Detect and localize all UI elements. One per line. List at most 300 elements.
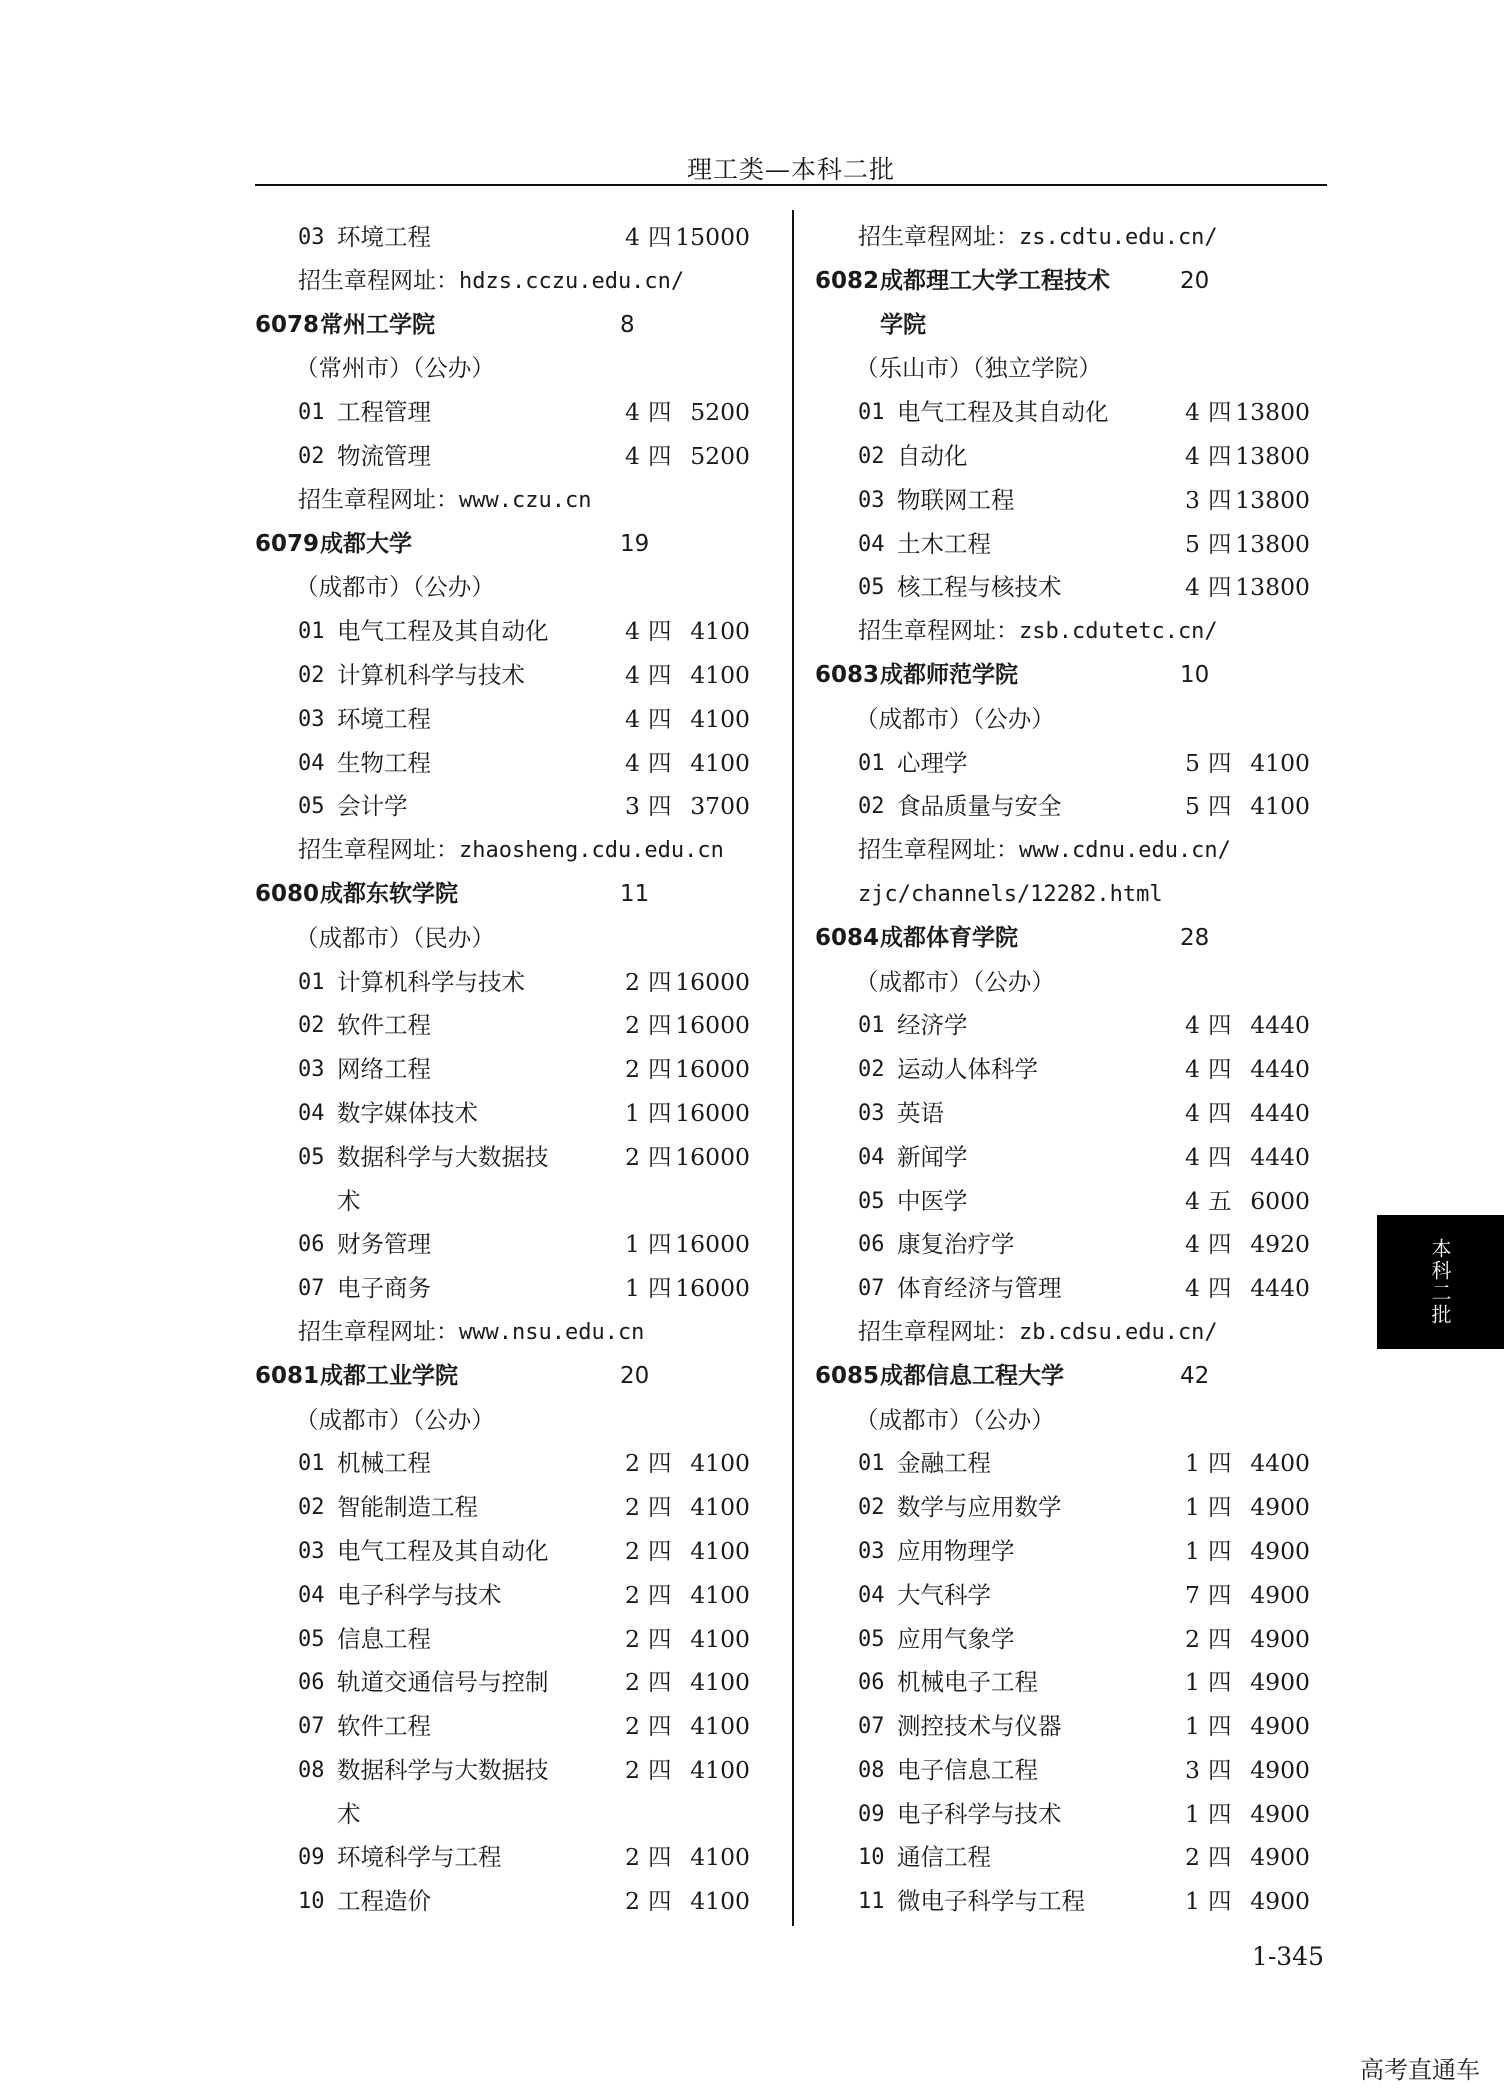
major-code: 06	[298, 1232, 325, 1258]
major-name: 微电子科学与工程	[897, 1887, 1085, 1916]
major-fee: 4100	[690, 1712, 750, 1741]
major-degree: 四	[648, 1843, 672, 1872]
major-name: 土木工程	[897, 529, 991, 558]
major-name: 数字媒体技术	[337, 1098, 478, 1127]
major-code: 03	[298, 225, 325, 250]
major-code: 01	[298, 1451, 325, 1477]
major-fee: 16000	[675, 1274, 750, 1303]
major-row	[255, 698, 795, 742]
major-name: 测控技术与仪器	[897, 1712, 1062, 1741]
major-name: 机械电子工程	[897, 1668, 1038, 1697]
website-url: www.czu.cn	[459, 487, 592, 513]
major-degree: 四	[648, 441, 672, 470]
major-code: 02	[298, 443, 325, 469]
major-name: 核工程与核技术	[897, 573, 1062, 602]
major-code: 03	[858, 487, 885, 513]
major-degree: 四	[648, 1624, 672, 1653]
major-degree: 四	[648, 1536, 672, 1565]
major-code: 06	[858, 1232, 885, 1258]
major-code: 01	[298, 619, 325, 645]
website-url: zs.cdtu.edu.cn/	[1019, 225, 1218, 250]
major-code: 08	[298, 1757, 325, 1783]
major-row	[255, 1004, 795, 1048]
major-name: 新闻学	[897, 1142, 968, 1171]
major-row	[815, 1530, 1355, 1574]
institution-name: 成都工业学院	[320, 1362, 458, 1389]
major-degree: 四	[648, 1449, 672, 1478]
major-code: 03	[858, 1100, 885, 1126]
major-years: 2	[625, 1843, 640, 1872]
institution-name: 成都理工大学工程技术	[880, 267, 1110, 294]
institution-name: 成都大学	[320, 530, 412, 557]
major-row	[255, 1442, 795, 1486]
major-fee: 6000	[1250, 1186, 1310, 1215]
major-degree: 四	[648, 1887, 672, 1916]
major-years: 1	[1185, 1493, 1200, 1522]
major-name: 英语	[897, 1098, 944, 1127]
website-url: www.nsu.edu.cn	[459, 1319, 645, 1345]
major-code: 06	[298, 1670, 325, 1696]
institution-quota: 10	[1180, 661, 1210, 688]
major-code: 07	[298, 1714, 325, 1740]
institution-row	[815, 260, 1355, 304]
website-label: 招生章程网址：	[298, 486, 459, 513]
major-years: 4	[1185, 1186, 1200, 1215]
major-years: 4	[1185, 1274, 1200, 1303]
website-label: 招生章程网址：	[858, 618, 1019, 645]
major-years: 4	[1185, 1230, 1200, 1259]
major-years: 2	[625, 1887, 640, 1916]
admission-website	[255, 829, 795, 873]
major-name: 大气科学	[897, 1580, 991, 1609]
major-code: 01	[858, 750, 885, 776]
major-code: 09	[858, 1801, 885, 1827]
major-degree: 四	[1208, 485, 1232, 514]
major-degree: 四	[1208, 1449, 1232, 1478]
institution-name: 成都东软学院	[320, 880, 458, 907]
major-fee: 13800	[1235, 485, 1310, 514]
major-years: 4	[1185, 1055, 1200, 1084]
major-years: 4	[625, 660, 640, 689]
major-row	[255, 785, 795, 829]
major-row	[255, 1092, 795, 1136]
major-name: 智能制造工程	[337, 1493, 478, 1522]
major-name: 计算机科学与技术	[337, 967, 525, 996]
major-fee: 16000	[675, 1142, 750, 1171]
major-row	[255, 391, 795, 435]
major-name: 软件工程	[337, 1712, 431, 1741]
major-name: 轨道交通信号与控制	[337, 1668, 549, 1697]
website-url: zhaosheng.cdu.edu.cn	[459, 838, 724, 864]
major-code: 03	[298, 1538, 325, 1564]
major-degree: 四	[1208, 1887, 1232, 1916]
admission-website	[815, 1311, 1355, 1355]
major-name: 数学与应用数学	[897, 1493, 1062, 1522]
watermark: 高考直通车	[1360, 2056, 1480, 2084]
major-years: 4	[625, 441, 640, 470]
major-row	[815, 785, 1355, 829]
major-fee: 4400	[1250, 1449, 1310, 1478]
major-row	[815, 1223, 1355, 1267]
major-years: 7	[1185, 1580, 1200, 1609]
institution-name-continued: 学院	[880, 311, 926, 338]
major-degree: 四	[1208, 1624, 1232, 1653]
major-degree: 四	[1208, 748, 1232, 777]
major-row	[255, 1880, 795, 1924]
major-name: 网络工程	[337, 1055, 431, 1084]
major-row	[815, 1793, 1355, 1837]
header-rule	[255, 184, 1327, 186]
major-fee: 4100	[690, 1580, 750, 1609]
institution-location: （成都市）（民办）	[295, 923, 495, 952]
major-degree: 四	[648, 223, 672, 251]
major-name: 财务管理	[337, 1230, 431, 1259]
major-years: 2	[625, 967, 640, 996]
institution-quota: 20	[620, 1362, 650, 1389]
major-degree: 四	[1208, 441, 1232, 470]
major-fee: 13800	[1235, 573, 1310, 602]
major-name: 环境科学与工程	[337, 1843, 502, 1872]
major-code: 04	[298, 750, 325, 776]
website-label: 招生章程网址：	[858, 224, 1019, 250]
major-row	[255, 1661, 795, 1705]
major-degree: 四	[648, 1755, 672, 1784]
major-name: 通信工程	[897, 1843, 991, 1872]
major-name: 应用气象学	[897, 1624, 1015, 1653]
website-url: hdzs.cczu.edu.cn/	[459, 268, 685, 294]
institution-quota: 8	[620, 311, 635, 338]
major-years: 2	[625, 1712, 640, 1741]
major-row	[255, 1267, 795, 1311]
major-row	[815, 742, 1355, 786]
institution-row	[815, 1355, 1355, 1399]
major-years: 1	[1185, 1887, 1200, 1916]
major-name: 食品质量与安全	[897, 792, 1062, 821]
major-row	[815, 1092, 1355, 1136]
major-code: 01	[858, 1451, 885, 1477]
major-degree: 四	[648, 1580, 672, 1609]
major-code: 01	[298, 969, 325, 995]
side-tab	[1377, 1215, 1504, 1349]
major-name: 康复治疗学	[897, 1230, 1015, 1259]
major-code: 10	[298, 1889, 325, 1915]
major-fee: 4440	[1250, 1011, 1310, 1040]
major-fee: 4100	[690, 704, 750, 733]
major-fee: 4900	[1250, 1712, 1310, 1741]
major-row	[255, 1530, 795, 1574]
major-years: 3	[1185, 1755, 1200, 1784]
major-years: 4	[625, 398, 640, 427]
major-code: 07	[858, 1714, 885, 1740]
major-degree: 四	[1208, 1493, 1232, 1522]
major-years: 2	[625, 1055, 640, 1084]
major-years: 2	[625, 1493, 640, 1522]
major-degree: 四	[648, 1230, 672, 1259]
major-years: 4	[1185, 1098, 1200, 1127]
major-name: 物联网工程	[897, 485, 1015, 514]
major-fee: 4900	[1250, 1493, 1310, 1522]
major-code: 05	[858, 575, 885, 601]
major-years: 4	[625, 748, 640, 777]
major-row	[255, 1618, 795, 1662]
major-name: 中医学	[897, 1186, 968, 1215]
major-fee: 4440	[1250, 1055, 1310, 1084]
major-code: 11	[858, 1889, 885, 1915]
major-degree: 四	[1208, 1098, 1232, 1127]
major-years: 1	[1185, 1536, 1200, 1565]
institution-code: 6080	[255, 880, 320, 907]
major-degree: 四	[1208, 792, 1232, 821]
major-fee: 4900	[1250, 1624, 1310, 1653]
major-years: 2	[1185, 1624, 1200, 1653]
major-fee: 4100	[690, 660, 750, 689]
major-row	[255, 742, 795, 786]
major-degree: 四	[1208, 529, 1232, 558]
major-years: 2	[625, 1449, 640, 1478]
major-name: 应用物理学	[897, 1536, 1015, 1565]
major-code: 05	[298, 794, 325, 820]
major-fee: 16000	[675, 1055, 750, 1084]
admission-website	[815, 216, 1355, 260]
major-row	[815, 1749, 1355, 1793]
major-years: 5	[1185, 748, 1200, 777]
major-row	[815, 523, 1355, 567]
major-name: 心理学	[897, 748, 968, 777]
website-label: 招生章程网址：	[298, 267, 459, 294]
major-years: 4	[1185, 398, 1200, 427]
major-code: 02	[298, 1495, 325, 1521]
major-degree: 四	[648, 1274, 672, 1303]
major-row	[255, 610, 795, 654]
major-code: 01	[858, 400, 885, 426]
major-degree: 四	[1208, 1230, 1232, 1259]
institution-location: （成都市）（公办）	[295, 1405, 495, 1434]
major-code: 02	[298, 662, 325, 688]
major-degree: 四	[648, 792, 672, 821]
major-years: 5	[1185, 792, 1200, 821]
institution-location: （常州市）（公办）	[295, 354, 495, 383]
page-number: 1-345	[1251, 1942, 1324, 1971]
institution-code: 6081	[255, 1362, 320, 1389]
major-row	[255, 1048, 795, 1092]
institution-row	[255, 873, 795, 917]
major-row	[815, 435, 1355, 479]
major-degree: 四	[1208, 1712, 1232, 1741]
major-degree: 四	[648, 1712, 672, 1741]
major-row	[255, 1705, 795, 1749]
website-url: zb.cdsu.edu.cn/	[1019, 1319, 1218, 1345]
major-code: 07	[298, 1276, 325, 1302]
major-code: 04	[858, 1582, 885, 1608]
institution-name: 成都体育学院	[880, 924, 1018, 951]
major-fee: 4100	[690, 617, 750, 646]
major-degree: 四	[648, 1668, 672, 1697]
major-row	[815, 479, 1355, 523]
major-degree: 四	[648, 748, 672, 777]
institution-code: 6079	[255, 530, 320, 557]
major-name: 电气工程及其自动化	[897, 398, 1109, 427]
institution-name: 成都师范学院	[880, 661, 1018, 688]
major-fee: 4440	[1250, 1142, 1310, 1171]
major-fee: 4100	[690, 1624, 750, 1653]
major-row	[815, 1136, 1355, 1180]
admission-website	[255, 1311, 795, 1355]
major-degree: 四	[648, 1055, 672, 1084]
major-fee: 13800	[1235, 529, 1310, 558]
major-row	[815, 1705, 1355, 1749]
admission-website	[815, 610, 1355, 654]
institution-quota: 19	[620, 530, 650, 557]
side-tab-label: 本科二批	[1428, 1238, 1452, 1326]
major-years: 3	[1185, 485, 1200, 514]
major-row	[255, 1486, 795, 1530]
major-degree: 四	[1208, 1843, 1232, 1872]
major-years: 4	[1185, 441, 1200, 470]
major-name: 生物工程	[337, 748, 431, 777]
major-name: 工程造价	[337, 1887, 431, 1916]
major-row	[815, 1661, 1355, 1705]
institution-row	[255, 304, 795, 348]
major-fee: 4900	[1250, 1580, 1310, 1609]
major-name: 信息工程	[337, 1624, 431, 1653]
major-name-continued: 术	[337, 1799, 361, 1828]
major-code: 03	[858, 1538, 885, 1564]
major-name: 电子信息工程	[897, 1755, 1038, 1784]
major-fee: 5200	[690, 441, 750, 470]
major-fee: 4900	[1250, 1887, 1310, 1916]
major-degree: 四	[648, 398, 672, 427]
major-code: 02	[298, 1013, 325, 1039]
major-name: 电气工程及其自动化	[337, 617, 549, 646]
major-row	[255, 961, 795, 1005]
major-name: 经济学	[897, 1011, 968, 1040]
institution-code: 6078	[255, 311, 320, 338]
institution-row	[815, 917, 1355, 961]
major-fee: 4900	[1250, 1799, 1310, 1828]
major-code: 01	[858, 1013, 885, 1039]
major-degree: 四	[1208, 1755, 1232, 1784]
major-code: 07	[858, 1276, 885, 1302]
major-code: 09	[298, 1845, 325, 1871]
admission-website-continued	[815, 873, 1355, 917]
admission-website	[255, 479, 795, 523]
major-name: 体育经济与管理	[897, 1274, 1062, 1303]
institution-code: 6085	[815, 1362, 880, 1389]
major-row	[815, 1442, 1355, 1486]
major-name: 电子科学与技术	[897, 1799, 1062, 1828]
major-fee: 4100	[1250, 792, 1310, 821]
major-code: 05	[298, 1626, 325, 1652]
major-code: 02	[858, 794, 885, 820]
website-label: 招生章程网址：	[298, 1318, 459, 1345]
major-years: 2	[1185, 1843, 1200, 1872]
major-years: 1	[625, 1230, 640, 1259]
major-fee: 4900	[1250, 1536, 1310, 1565]
major-degree: 四	[1208, 573, 1232, 602]
major-degree: 四	[648, 967, 672, 996]
institution-row	[255, 1355, 795, 1399]
major-fee: 4100	[1250, 748, 1310, 777]
major-code: 05	[298, 1144, 325, 1170]
major-years: 2	[625, 1142, 640, 1171]
major-fee: 4440	[1250, 1274, 1310, 1303]
major-years: 2	[625, 1668, 640, 1697]
page-header-title: 理工类—本科二批	[686, 155, 895, 184]
major-code: 04	[858, 531, 885, 557]
major-row	[255, 1223, 795, 1267]
major-row	[815, 1574, 1355, 1618]
major-fee: 5200	[690, 398, 750, 427]
major-degree: 四	[648, 1142, 672, 1171]
major-years: 4	[625, 617, 640, 646]
website-url: zjc/channels/12282.html	[858, 881, 1163, 907]
major-years: 4	[1185, 573, 1200, 602]
major-degree: 四	[1208, 1274, 1232, 1303]
major-row	[815, 1048, 1355, 1092]
major-degree: 四	[648, 617, 672, 646]
major-row	[255, 435, 795, 479]
major-name: 环境工程	[337, 704, 431, 733]
major-years: 4	[1185, 1011, 1200, 1040]
major-row	[255, 216, 795, 260]
institution-name: 成都信息工程大学	[880, 1362, 1064, 1389]
major-row	[815, 1004, 1355, 1048]
major-years: 2	[625, 1536, 640, 1565]
institution-quota: 20	[1180, 267, 1210, 294]
major-code: 05	[858, 1188, 885, 1214]
major-degree: 四	[1208, 1580, 1232, 1609]
major-code: 03	[298, 1057, 325, 1083]
major-name: 数据科学与大数据技	[337, 1142, 549, 1171]
major-fee: 4900	[1250, 1755, 1310, 1784]
major-years: 2	[625, 1011, 640, 1040]
major-fee: 4920	[1250, 1230, 1310, 1259]
admission-website	[815, 829, 1355, 873]
major-degree: 五	[1208, 1186, 1232, 1215]
admission-website	[255, 260, 795, 304]
major-degree: 四	[1208, 1799, 1232, 1828]
major-fee: 4100	[690, 1668, 750, 1697]
major-years: 2	[625, 1580, 640, 1609]
major-code: 03	[298, 706, 325, 732]
major-name: 数据科学与大数据技	[337, 1755, 549, 1784]
major-fee: 16000	[675, 967, 750, 996]
major-row	[815, 1180, 1355, 1224]
major-row	[255, 1749, 795, 1793]
major-years: 2	[625, 1755, 640, 1784]
major-name: 环境工程	[337, 223, 431, 251]
major-fee: 15000	[675, 223, 750, 251]
major-code: 01	[298, 400, 325, 426]
major-name: 电子商务	[337, 1274, 431, 1303]
major-years: 1	[1185, 1799, 1200, 1828]
major-name: 机械工程	[337, 1449, 431, 1478]
major-years: 4	[625, 704, 640, 733]
major-code: 06	[858, 1670, 885, 1696]
major-degree: 四	[1208, 1142, 1232, 1171]
major-degree: 四	[1208, 1055, 1232, 1084]
institution-quota: 11	[620, 880, 650, 907]
major-fee: 4900	[1250, 1843, 1310, 1872]
major-fee: 4100	[690, 1887, 750, 1916]
major-code: 10	[858, 1845, 885, 1871]
left-column	[255, 216, 795, 1924]
website-label: 招生章程网址：	[298, 837, 459, 864]
institution-quota: 42	[1180, 1362, 1210, 1389]
major-row	[255, 654, 795, 698]
major-fee: 4100	[690, 1449, 750, 1478]
website-label: 招生章程网址：	[858, 1318, 1019, 1345]
